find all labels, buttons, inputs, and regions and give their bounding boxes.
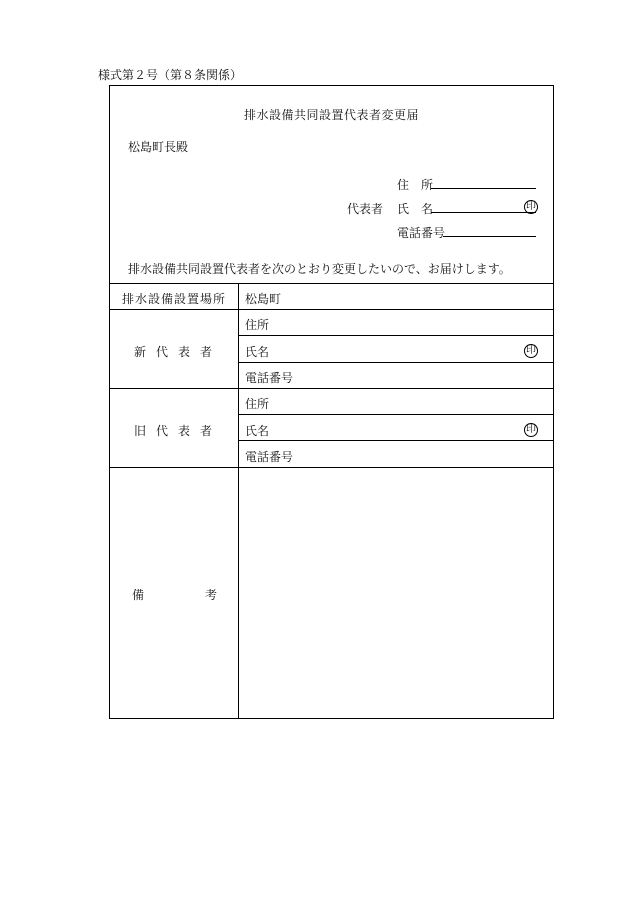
addressee: 松島町長殿: [128, 140, 189, 154]
remarks-label-second: 考: [205, 588, 218, 602]
old-rep-address-label[interactable]: 住所: [245, 397, 270, 411]
applicant-address-line[interactable]: [431, 174, 536, 189]
statement-text: 排水設備共同設置代表者を次のとおり変更したいので、お届けします。: [128, 262, 511, 276]
new-rep-phone-label[interactable]: 電話番号: [245, 371, 294, 385]
row-divider: [238, 414, 553, 415]
location-label: 排水設備設置場所: [122, 292, 227, 306]
row-divider: [238, 440, 553, 441]
remarks-field[interactable]: [239, 468, 553, 718]
applicant-phone-line[interactable]: [443, 222, 536, 237]
new-representative-label: 新代表者: [134, 345, 223, 359]
notification-form: [109, 85, 554, 719]
row-divider: [238, 362, 553, 363]
location-value[interactable]: 松島町: [245, 292, 282, 306]
new-rep-address-label[interactable]: 住所: [245, 318, 270, 332]
applicant-name-label: 氏 名: [397, 202, 434, 216]
representative-prefix: 代表者: [347, 202, 384, 216]
old-rep-name-label[interactable]: 氏名: [245, 424, 270, 438]
new-rep-seal-mark: 印: [526, 345, 536, 356]
row-divider: [110, 388, 553, 389]
old-rep-seal-mark: 印: [526, 424, 536, 435]
row-divider: [238, 335, 553, 336]
remarks-label-first: 備: [132, 588, 145, 602]
form-number-label: 様式第２号（第８条関係）: [98, 68, 243, 82]
document-title: 排水設備共同設置代表者変更届: [243, 108, 419, 122]
row-divider: [110, 309, 553, 310]
applicant-address-label: 住 所: [397, 178, 434, 192]
table-top-border: [110, 283, 553, 284]
applicant-seal-mark: 印: [526, 201, 536, 212]
old-rep-phone-label[interactable]: 電話番号: [245, 450, 294, 464]
new-rep-name-label[interactable]: 氏名: [245, 345, 270, 359]
old-representative-label: 旧代表者: [134, 424, 223, 438]
applicant-name-line[interactable]: [431, 198, 536, 213]
applicant-phone-label: 電話番号: [397, 226, 446, 240]
